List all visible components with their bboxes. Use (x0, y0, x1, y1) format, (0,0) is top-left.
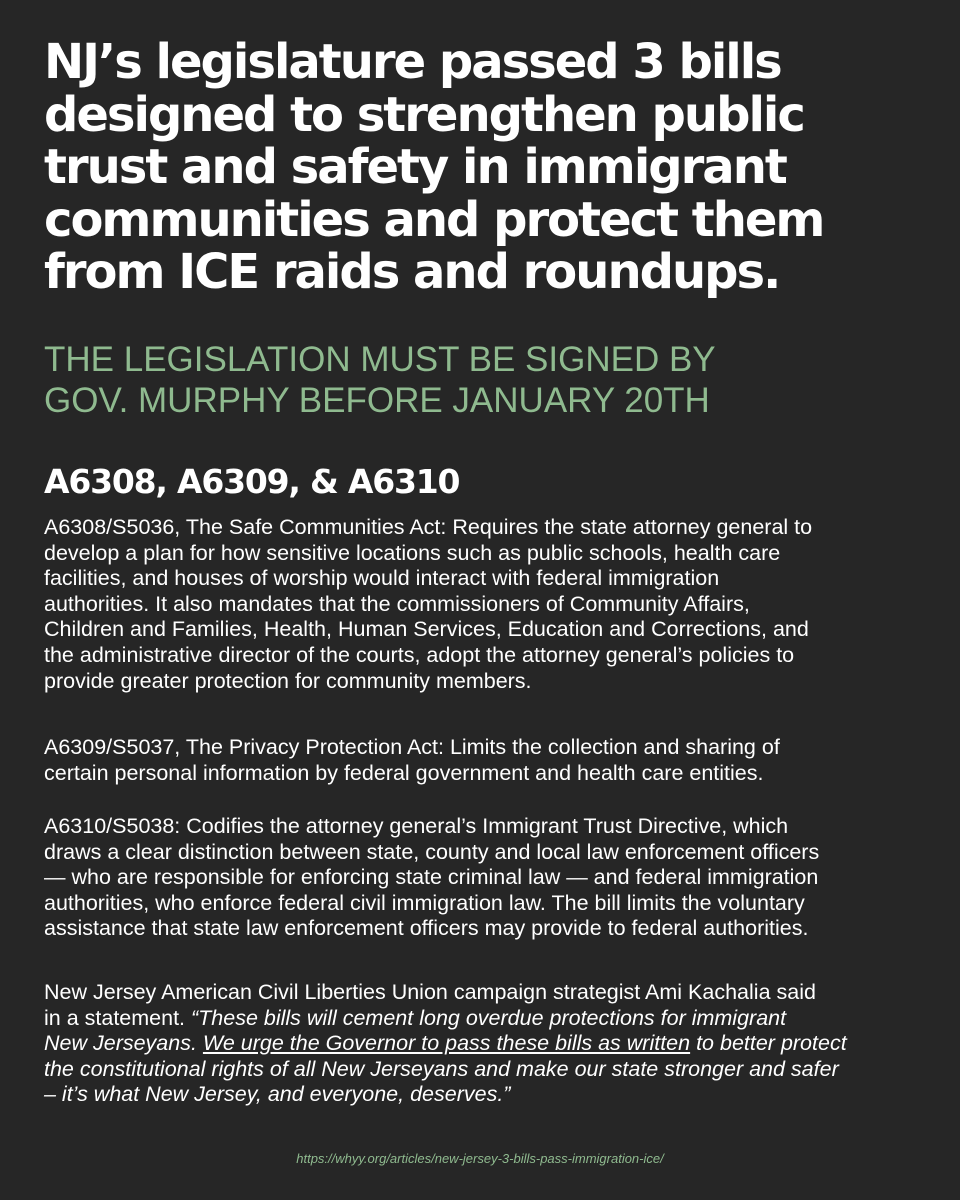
aclu-statement (44, 980, 924, 1108)
statement-quote-start: “These bills will cement long overdue protections for immigrant New Jerseyans. (44, 1005, 787, 1056)
bill-a6310-description: A6310/S5038: Codifies the attorney general’s Immigrant Trust Directive, which draws a clear distinction between state, county and local law enforcement officers — who are responsible for enforcing state criminal law — and federal immigration authorities, who enforce federal civil immigration law. The bill limits the voluntary assistance that state law enforcement officers may provide to federal authorities. (44, 814, 820, 941)
source-link[interactable]: https://whyy.org/articles/new-jersey-3-bills-pass-immigration-ice/ (296, 1151, 664, 1166)
statement-quote-end: to better protect the constitutional rights of all New Jerseyans and make our state stronger and safer – it’s what New Jersey, and everyone, deserves.” (44, 1031, 847, 1107)
bill-a6309-description: A6309/S5037, The Privacy Protection Act: Limits the collection and sharing of certain personal information by federal government and health care entities. (44, 735, 780, 785)
statement-quote-underlined: We urge the Governor to pass these bills as written (202, 1031, 691, 1056)
statement-intro: New Jersey American Civil Liberties Union campaign strategist Ami Kachalia said in a statement. (44, 980, 816, 1030)
bill-numbers-title: A6308, A6309, & A6310 (44, 462, 460, 501)
bill-a6308-description: A6308/S5036, The Safe Communities Act: Requires the state attorney general to develop a plan for how sensitive locations such as public schools, health care facilities, and houses of worship would interact with federal immigration authorities. It also mandates that the commissioners of Community Affairs, Children and Families, Health, Human Services, Education and Corrections, and the administrative director of the courts, adopt the attorney general’s policies to provide greater protection for community members. (44, 515, 813, 693)
headline: NJ’s legislature passed 3 bills designed to strengthen public trust and safety in immigrant communities and protect them from ICE raids and roundups. (44, 34, 824, 300)
deadline-subhead: THE LEGISLATION MUST BE SIGNED BY GOV. MURPHY BEFORE JANUARY 20TH (44, 340, 716, 420)
